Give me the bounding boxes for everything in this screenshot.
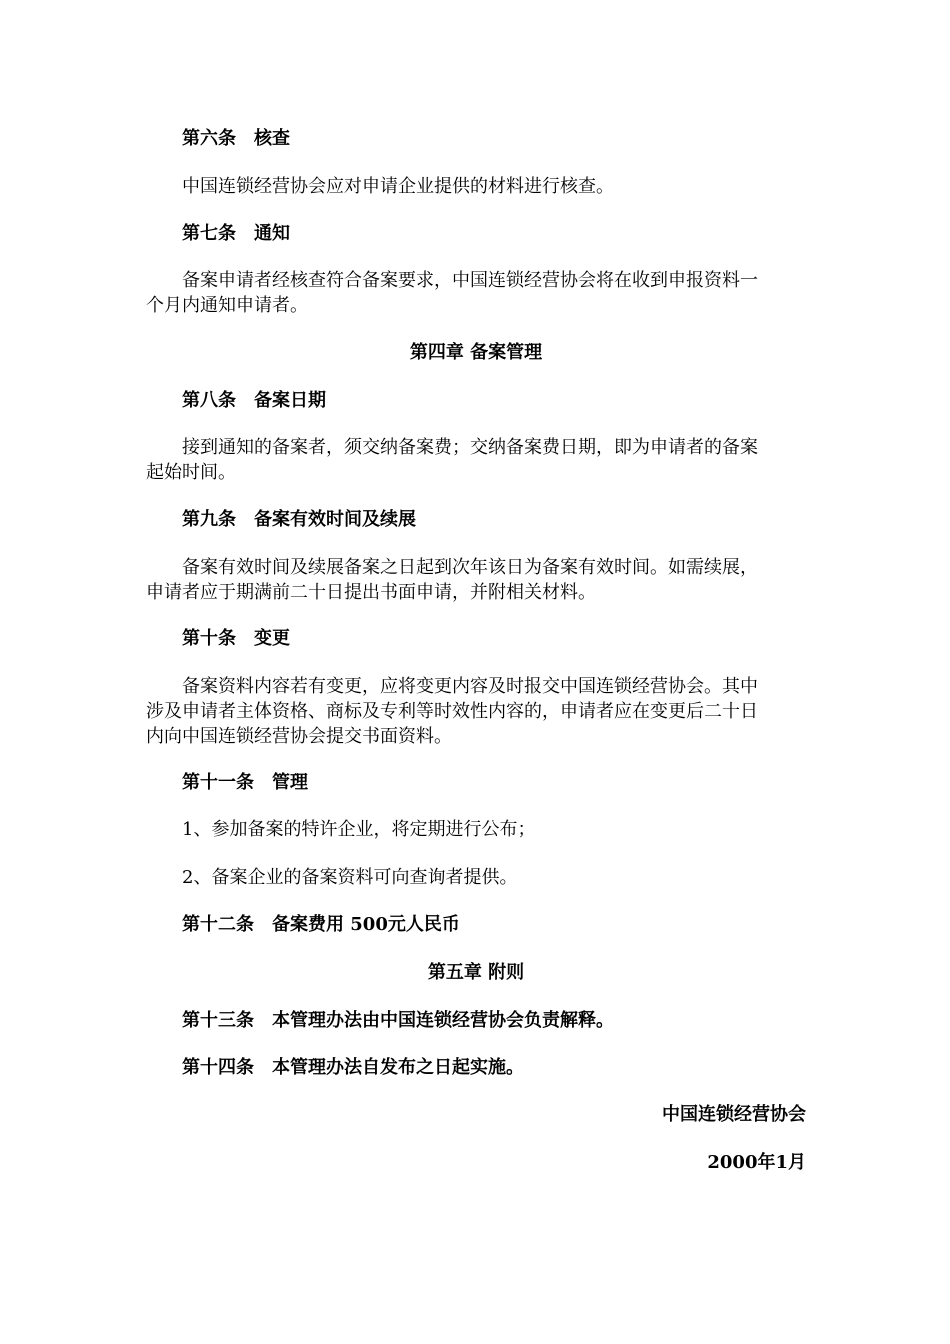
article-10-title: 变更 (254, 628, 290, 649)
article-13-heading (146, 1008, 806, 1033)
article-7-paragraph (146, 268, 806, 318)
article-6-title: 核查 (254, 128, 290, 149)
article-7-title: 通知 (254, 223, 290, 244)
article-7-line-1: 备案申请者经核查符合备案要求，中国连锁经营协会将在收到申报资料一 (182, 270, 758, 291)
article-10-line-2: 涉及申请者主体资格、商标及专利等时效性内容的，申请者应在变更后二十日 (146, 701, 758, 722)
chapter-4-heading: 第四章 备案管理 (409, 342, 543, 363)
chapter-5-heading: 第五章 附则 (427, 962, 525, 983)
article-12-number: 第十二条 (182, 914, 254, 935)
article-10-number: 第十条 (182, 628, 236, 649)
article-11-item-1: 1、参加备案的特许企业，将定期进行公布； (182, 819, 536, 840)
article-9-line-2: 申请者应于期满前二十日提出书面申请，并附相关材料。 (146, 582, 596, 603)
article-12-heading (146, 912, 806, 937)
article-11-title: 管理 (272, 772, 308, 793)
article-10-heading (146, 626, 806, 651)
article-14-title: 本管理办法自发布之日起实施。 (272, 1057, 524, 1078)
article-6-text: 中国连锁经营协会应对申请企业提供的材料进行核查。 (182, 176, 614, 197)
article-11-number: 第十一条 (182, 772, 254, 793)
article-10-line-1: 备案资料内容若有变更，应将变更内容及时报交中国连锁经营协会。其中 (182, 676, 758, 697)
article-9-heading (146, 507, 806, 532)
signature-date: 2000年1月 (707, 1152, 806, 1173)
article-9-number: 第九条 (182, 509, 236, 530)
article-14-heading (146, 1055, 806, 1080)
article-13-title: 本管理办法由中国连锁经营协会负责解释。 (272, 1010, 614, 1031)
article-13-number: 第十三条 (182, 1010, 254, 1031)
article-14-number: 第十四条 (182, 1057, 254, 1078)
article-9-line-1: 备案有效时间及续展备案之日起到次年该日为备案有效时间。如需续展， (182, 557, 758, 578)
article-11-item-2: 2、备案企业的备案资料可向查询者提供。 (182, 867, 518, 888)
article-8-number: 第八条 (182, 390, 236, 411)
article-8-title: 备案日期 (254, 390, 326, 411)
article-8-line-1: 接到通知的备案者，须交纳备案费；交纳备案费日期，即为申请者的备案 (182, 437, 758, 458)
article-8-line-2: 起始时间。 (146, 462, 236, 483)
article-7-heading (146, 221, 806, 246)
article-10-paragraph (146, 674, 806, 749)
article-12-title: 备案费用 500元人民币 (272, 914, 460, 935)
article-10-line-3: 内向中国连锁经营协会提交书面资料。 (146, 726, 452, 747)
article-9-title: 备案有效时间及续展 (254, 509, 416, 530)
article-7-line-2: 个月内通知申请者。 (146, 295, 308, 316)
article-8-heading (146, 388, 806, 413)
article-7-number: 第七条 (182, 223, 236, 244)
signature-organization: 中国连锁经营协会 (662, 1104, 806, 1125)
article-6-number: 第六条 (182, 128, 236, 149)
article-9-paragraph (146, 555, 806, 605)
article-11-heading (146, 770, 806, 795)
article-6-heading (146, 126, 806, 151)
article-8-paragraph (146, 435, 806, 485)
